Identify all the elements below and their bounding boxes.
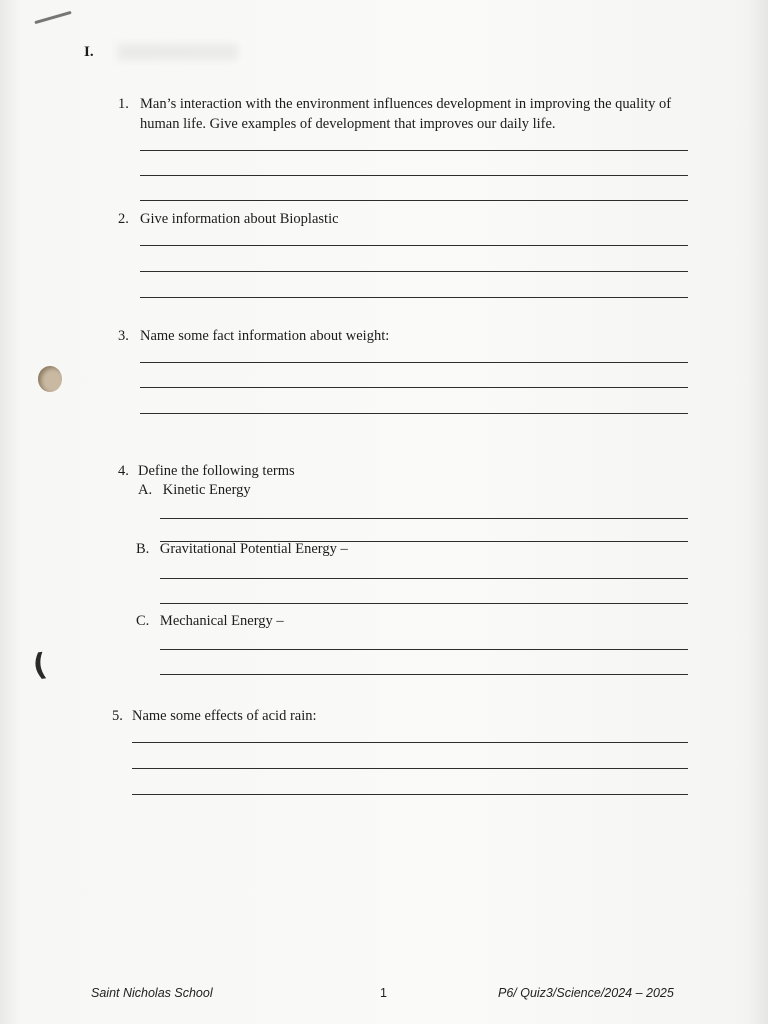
smudge — [118, 44, 238, 60]
question-text: human life. Give examples of development that improves our daily life. — [140, 116, 556, 132]
term-a — [138, 482, 251, 499]
answer-line[interactable] — [140, 413, 688, 414]
answer-line[interactable] — [160, 518, 688, 519]
question-number: 3. — [118, 328, 129, 344]
term-text: Kinetic Energy — [162, 482, 251, 498]
answer-line[interactable] — [140, 271, 688, 272]
punch-hole-mark — [38, 366, 62, 392]
question-text: Man’s interaction with the environment influences development in improving the quality of — [140, 96, 672, 112]
footer-page-number: 1 — [380, 986, 387, 1000]
punch-hole-mark: ( — [30, 647, 50, 684]
question-5 — [112, 706, 512, 726]
question-1 — [118, 94, 698, 138]
page-edge-shadow — [746, 0, 768, 1024]
question-2 — [118, 209, 518, 229]
footer-school: Saint Nicholas School — [91, 986, 213, 1000]
pencil-mark — [34, 11, 71, 24]
term-c — [136, 613, 284, 630]
answer-line[interactable] — [160, 603, 688, 604]
question-text: Define the following terms — [138, 463, 295, 479]
question-number: 1. — [118, 96, 129, 112]
term-letter: B. — [136, 541, 150, 557]
answer-line[interactable] — [160, 674, 688, 675]
section-label: I. — [84, 44, 94, 60]
term-letter: A. — [138, 482, 153, 498]
answer-line[interactable] — [140, 387, 688, 388]
question-text: Name some effects of acid rain: — [132, 708, 317, 724]
question-number: 5. — [112, 708, 123, 724]
answer-line[interactable] — [140, 297, 688, 298]
answer-line[interactable] — [140, 175, 688, 176]
term-text: Mechanical Energy – — [159, 613, 284, 629]
answer-line[interactable] — [132, 794, 688, 795]
question-text: Give information about Bioplastic — [140, 211, 339, 227]
question-number: 2. — [118, 211, 129, 227]
answer-line[interactable] — [140, 362, 688, 363]
term-letter: C. — [136, 613, 150, 629]
answer-line[interactable] — [140, 150, 688, 151]
answer-line[interactable] — [160, 649, 688, 650]
answer-line[interactable] — [160, 578, 688, 579]
answer-line[interactable] — [132, 768, 688, 769]
question-3 — [118, 326, 518, 346]
question-4 — [118, 461, 518, 481]
answer-line[interactable] — [140, 200, 688, 201]
term-b — [136, 541, 348, 558]
answer-line[interactable] — [140, 245, 688, 246]
footer-code: P6/ Quiz3/Science/2024 – 2025 — [498, 986, 674, 1000]
term-text: Gravitational Potential Energy – — [159, 541, 348, 557]
answer-line[interactable] — [132, 742, 688, 743]
question-number: 4. — [118, 463, 129, 479]
question-text: Name some fact information about weight: — [140, 328, 390, 344]
